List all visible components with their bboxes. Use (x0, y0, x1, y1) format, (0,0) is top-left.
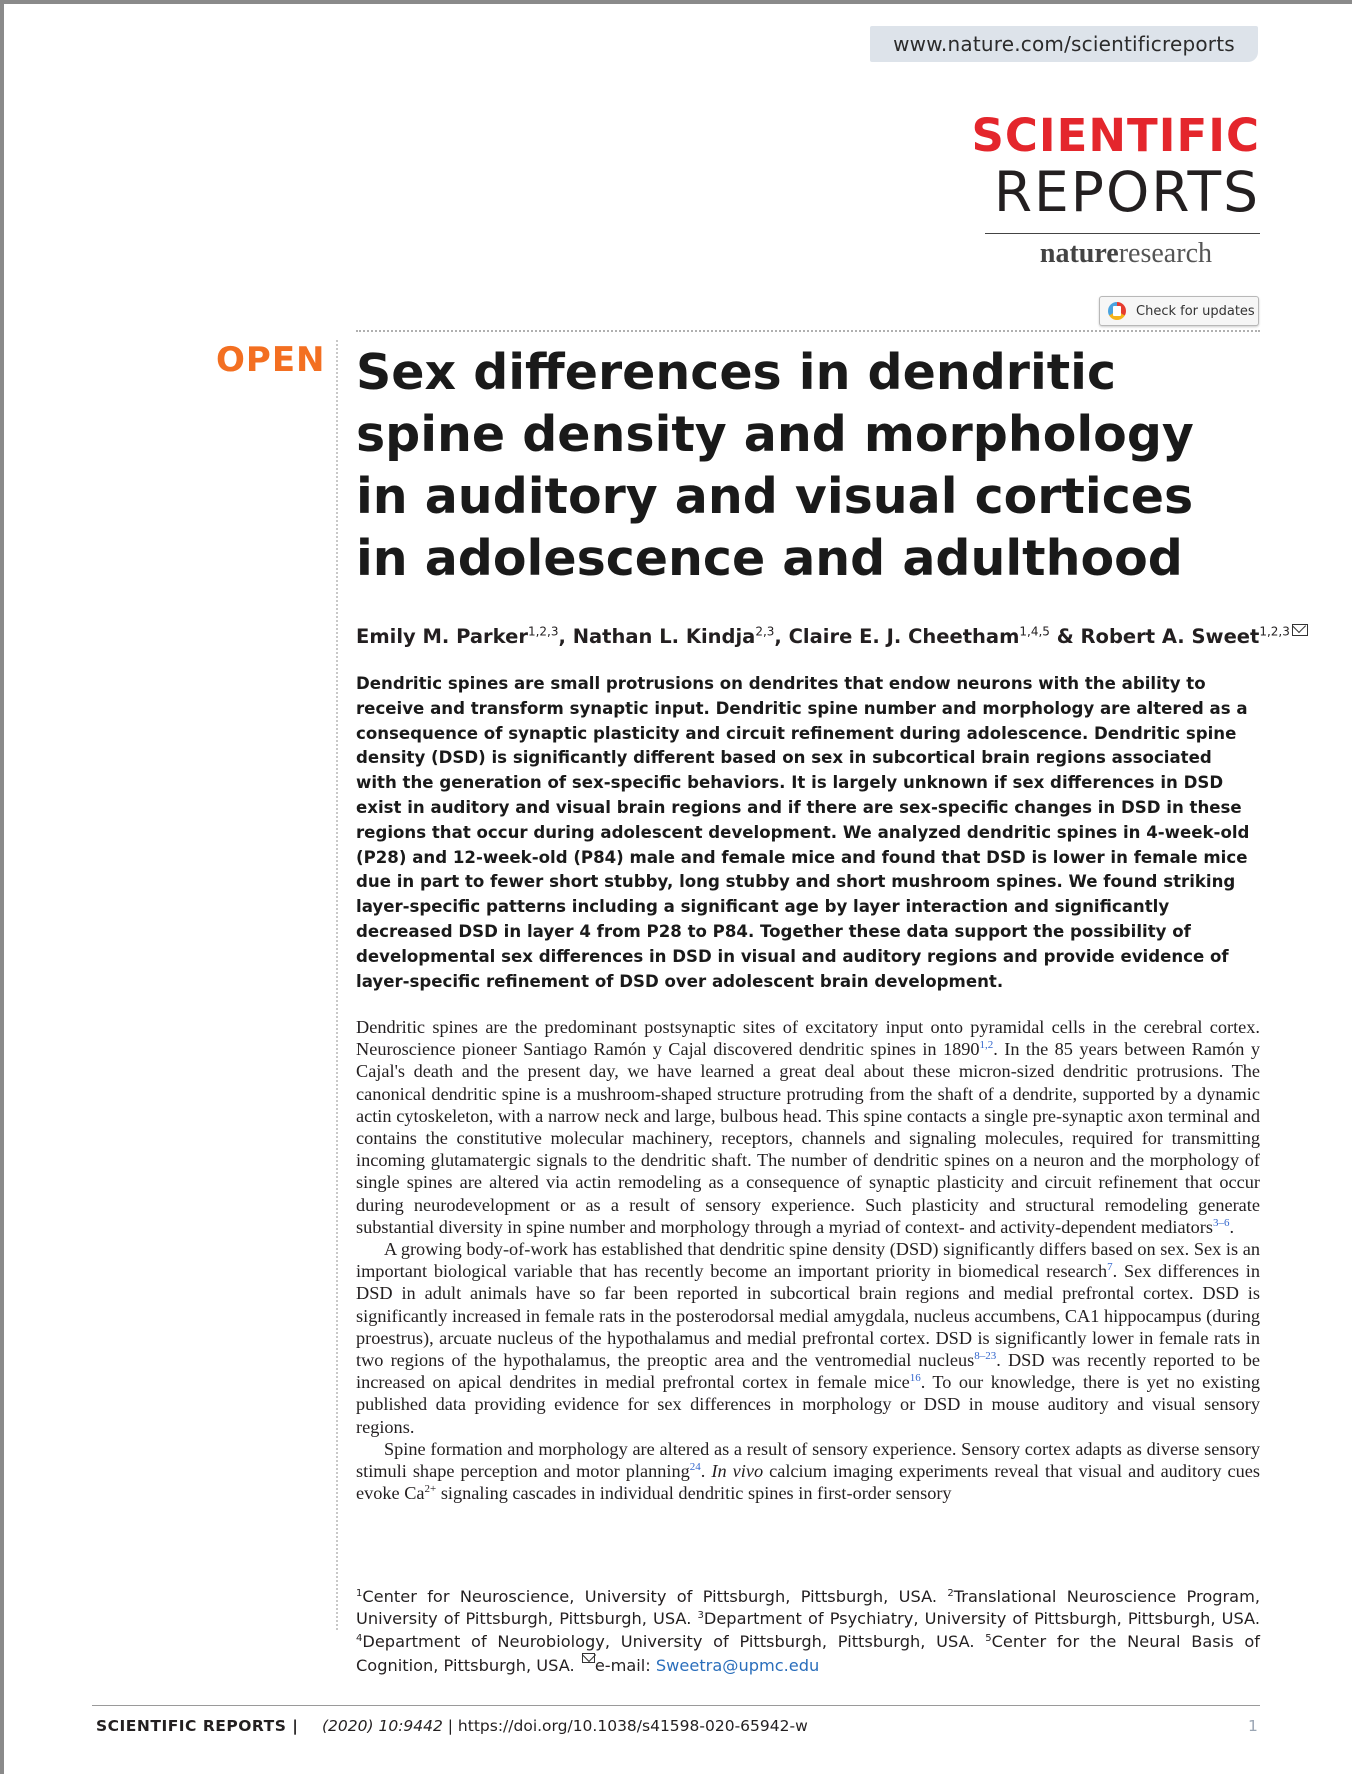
footer-citation (322, 1717, 808, 1735)
affiliation-text: Center for the Neural Basis of Cognition, Pittsburgh, USA. (356, 1631, 1260, 1676)
affiliation-number: 3 (697, 1610, 704, 1622)
body-paragraph (356, 1238, 1260, 1438)
citation-ref[interactable]: 1,2 (979, 1039, 994, 1052)
superscript: 2+ (424, 1483, 437, 1496)
email-label: e-mail: (594, 1656, 656, 1676)
journal-url[interactable]: www.nature.com/scientificreports (870, 26, 1258, 62)
envelope-icon (582, 1653, 595, 1663)
affiliation-text: Department of Psychiatry, University of Pittsburgh, Pittsburgh, USA. (703, 1609, 1260, 1629)
brand-nature-rest: research (1118, 238, 1212, 269)
affiliation-text: Translational Neuroscience Program, University of Pittsburgh, Pittsburgh, USA. (356, 1587, 1260, 1629)
author-name: Robert A. Sweet (1080, 625, 1260, 648)
affiliations (356, 1586, 1260, 1678)
title-divider (356, 330, 1260, 332)
affiliation-number: 2 (947, 1588, 954, 1599)
open-access-label: OPEN (216, 340, 326, 380)
author-name: Nathan L. Kindja (572, 625, 756, 648)
check-for-updates-label: Check for updates (1136, 303, 1255, 319)
author-name: Claire E. J. Cheetham (788, 625, 1020, 648)
affiliation-number: 4 (356, 1632, 363, 1644)
affiliation-text: Center for Neuroscience, University of Pittsburgh, Pittsburgh, USA. (362, 1587, 948, 1606)
authors (356, 625, 1290, 648)
article-body (356, 1016, 1260, 1504)
brand-nature-research (1040, 240, 1212, 268)
author-affiliation-ref: 2,3 (755, 624, 775, 639)
body-text-run: . Sex differences in DSD in adult animals have so far been reported in subcortical brain regions and medial prefrontal cortex. DSD is significantly increased in female rats in the posterodorsal medial amygdala, nucleus accumbens, CA1 hippocampus (during proestrus), arcuate nucleus of the hypothalamus and medial prefrontal cortex. DSD is significantly lower in female rats in two regions of the hypothalamus, the preoptic area and the ventromedial nucleus (356, 1261, 1260, 1371)
body-text-run: signaling cascades in individual dendritic spines in first-order sensory (436, 1483, 952, 1504)
body-text-run: A growing body-of-work has established that dendritic spine density (DSD) significantly differs based on sex. Sex is an important biological variable that has recently become an important priority in biomedical research (356, 1239, 1260, 1282)
citation-ref[interactable]: 7 (1107, 1261, 1113, 1274)
body-text-run: . (1229, 1216, 1235, 1237)
body-text-run: calcium imaging experiments reveal that visual and auditory cues evoke Ca (356, 1461, 1261, 1504)
author-affiliation-ref: 1,2,3 (1259, 624, 1290, 639)
citation-ref[interactable]: 16 (909, 1372, 921, 1385)
body-text-run: Spine formation and morphology are altered as a result of sensory experience. Sensory cortex adapts as diverse sensory stimuli shape perception and motor planning (356, 1438, 1260, 1482)
author-separator: , (774, 625, 789, 648)
margin-divider (336, 340, 338, 1630)
footer-doi[interactable]: | https://doi.org/10.1038/s41598-020-65942-w (442, 1717, 808, 1735)
author-separator: , (558, 625, 573, 648)
italic-text: In vivo (711, 1461, 764, 1482)
brand-scientific: SCIENTIFIC (971, 109, 1260, 162)
body-text-run: Dendritic spines are the predominant postsynaptic sites of excitatory input onto pyramidal cells in the cerebral cortex. Neuroscience pioneer Santiago Ramón y Cajal discovered dendritic spines in 1890 (356, 1017, 1260, 1060)
brand-nature-bold: nature (1039, 238, 1119, 269)
citation-ref[interactable]: 3–6 (1213, 1216, 1230, 1229)
footer-journal: SCIENTIFIC REPORTS | (96, 1717, 299, 1735)
author-list (356, 624, 1290, 648)
body-text-run: . To our knowledge, there is yet no existing published data providing evidence for sex differences in morphology or DSD in mouse auditory and visual sensory regions. (356, 1372, 1260, 1437)
author-affiliation-ref: 1,2,3 (527, 624, 559, 639)
citation-ref[interactable]: 24 (689, 1461, 701, 1474)
body-text-run: . (700, 1461, 712, 1482)
author-name: Emily M. Parker (356, 625, 528, 648)
body-text-run: . In the 85 years between Ramón y Cajal's death and the present day, we have learned a great deal about these micron-sized dendritic protrusions. The canonical dendritic spine is a mushroom-shaped structure protruding from the shaft of a dendrite, supported by a dynamic actin cytoskeleton, with a narrow neck and large, bulbous head. This spine contacts a single pre-synaptic axon terminal and contains the constitutive molecular machinery, receptors, channels and signaling molecules, required for transmitting incoming glutamatergic signals to the dendritic shaft. The number of dendritic spines on a neuron and the morphology of single spines are altered via actin remodeling as a consequence of synaptic plasticity and circuit refinement that occur during neurodevelopment or as a result of sensory experience. Such plasticity and structural remodeling generate substantial diversity in spine number and morphology through a myriad of context- and activity-dependent mediators (356, 1039, 1260, 1237)
article-title: Sex differences in dendritic spine density and morphology in auditory and visual cortices in adolescence and adulthood (356, 344, 1194, 587)
page-border (0, 0, 1352, 4)
affiliation-number: 1 (356, 1588, 363, 1599)
footer-divider (92, 1705, 1260, 1706)
abstract: Dendritic spines are small protrusions on dendrites that endow neurons with the ability to receive and transform synaptic input. Dendritic spine number and morphology are altered as a consequence of synaptic plasticity and circuit refinement during adolescence. Dendritic spine density (DSD) is significantly different based on sex in subcortical brain regions associated with the generation of sex-specific behaviors. It is largely unknown if sex differences in DSD exist in auditory and visual brain regions and if there are sex-specific changes in DSD in these regions that occur during adolescent development. We analyzed dendritic spines in 4-week-old (P28) and 12-week-old (P84) male and female mice and found that DSD is lower in female mice due in part to fewer short stubby, long stubby and short mushroom spines. We found striking layer-specific patterns including a significant age by layer interaction and significantly decreased DSD in layer 4 from P28 to P84. Together these data support the possibility of developmental sex differences in DSD in visual and auditory regions and provide evidence of layer-specific refinement of DSD over adolescent brain development. (356, 674, 1250, 991)
page-number: 1 (1248, 1717, 1258, 1735)
body-paragraph (356, 1438, 1260, 1505)
email-link[interactable]: Sweetra@upmc.edu (655, 1656, 820, 1676)
brand-divider (985, 233, 1260, 234)
envelope-icon[interactable] (1292, 624, 1308, 636)
crossmark-icon (1108, 302, 1126, 320)
author-affiliation-ref: 1,4,5 (1019, 624, 1050, 639)
check-for-updates-button[interactable] (1099, 296, 1259, 326)
page-border (0, 0, 4, 1774)
body-text-run: . DSD was recently reported to be increased on apical dendrites in medial prefrontal cortex in female mice (356, 1350, 1260, 1393)
author-separator: & (1049, 625, 1081, 648)
citation-ref[interactable]: 8–23 (974, 1350, 997, 1363)
affiliation-number: 5 (985, 1632, 992, 1644)
footer-citation-volume: (2020) 10:9442 (322, 1717, 443, 1735)
affiliation-text: Department of Neurobiology, University of Pittsburgh, Pittsburgh, USA. (362, 1631, 986, 1651)
brand-reports: REPORTS (993, 160, 1260, 224)
body-paragraph (356, 1016, 1260, 1238)
